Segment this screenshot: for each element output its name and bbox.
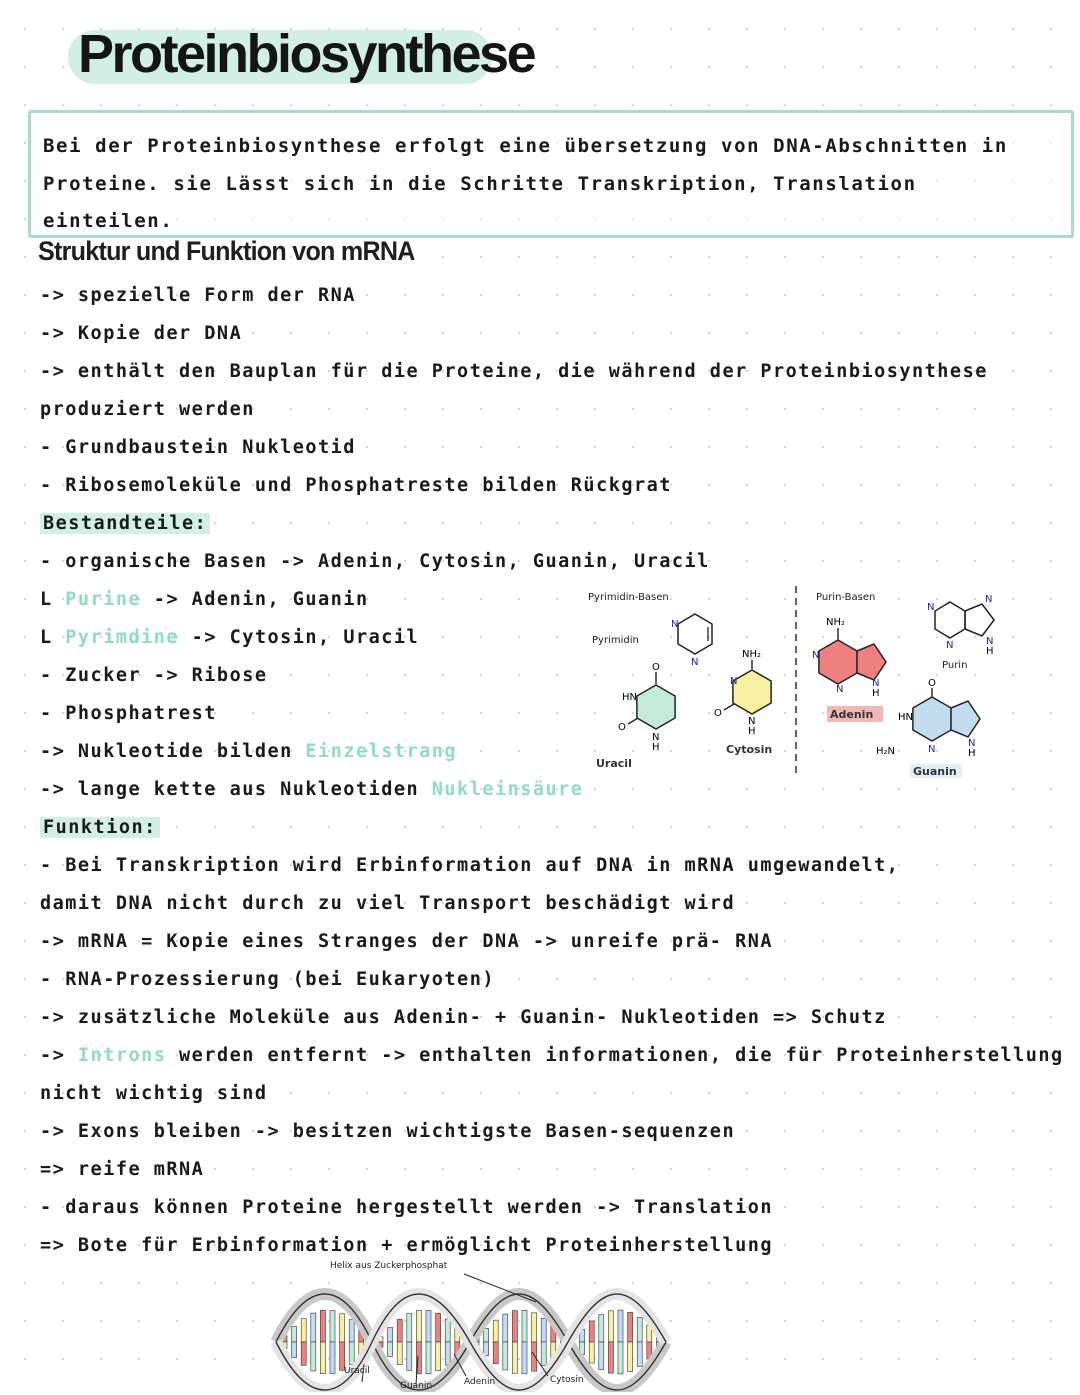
term-introns: Introns [77, 1045, 167, 1066]
helix-base-bar [589, 1342, 594, 1363]
guanin-molecule [876, 678, 980, 778]
atom-label: N [872, 678, 880, 689]
atom-label: O [928, 678, 936, 689]
atom-label: N [836, 684, 844, 695]
pyrimidine-molecule [671, 614, 712, 668]
note-line [40, 588, 369, 612]
helix-base-bar [599, 1315, 604, 1342]
page-title: Proteinbiosynthese [78, 24, 535, 84]
note-line: produziert werden [40, 399, 255, 420]
atom-label: O [652, 662, 660, 673]
helix-base-bar [292, 1327, 297, 1342]
helix-base-bar [503, 1314, 508, 1342]
helix-base-bar [407, 1314, 412, 1342]
subheading-bestandteile [40, 512, 210, 536]
cytosin-label: Cytosin [726, 743, 773, 756]
note-line: -> Kopie der DNA [40, 323, 243, 344]
note-text: werden entfernt -> enthalten informationen, die für Proteinherstellung [166, 1045, 1064, 1066]
helix-base-bar [503, 1342, 508, 1370]
note-line: - daraus können Proteine hergestellt werden -> Translation [40, 1197, 774, 1218]
intro-line: einteilen. [43, 210, 174, 232]
helix-label-cytosin: Cytosin [550, 1375, 584, 1385]
helix-base-bar [618, 1342, 623, 1374]
helix-base-bar [493, 1342, 498, 1364]
pyrimidin-heading: Pyrimidin-Basen [588, 592, 669, 603]
intro-box [28, 110, 1074, 238]
note-line [40, 626, 419, 650]
note-text: -> Cytosin, Uracil [179, 627, 420, 648]
helix-base-bar [349, 1320, 354, 1342]
guanin-label: Guanin [913, 765, 957, 778]
atom-label: N [968, 738, 976, 749]
nucleobase-diagram [580, 582, 1040, 782]
helix-caption: Helix aus Zuckerphosphat [330, 1261, 448, 1271]
term-pyrimidine: Pyrimdine [65, 627, 180, 648]
helix-label-uracil: Uracil [344, 1366, 370, 1376]
helix-illustration [268, 1258, 678, 1392]
section-title: Struktur und Funktion von mRNA [38, 236, 415, 266]
atom-label: O [714, 708, 722, 719]
note-line: -> spezielle Form der RNA [40, 285, 356, 306]
adenin-label: Adenin [830, 708, 874, 721]
helix-label-adenin: Adenin [464, 1377, 496, 1387]
helix-base-bar [532, 1313, 537, 1342]
atom-label: N [652, 732, 660, 743]
term-purine: Purine [65, 589, 142, 610]
note-line: damit DNA nicht durch zu viel Transport beschädigt wird [40, 893, 736, 914]
atom-label: N [985, 594, 993, 605]
helix-base-bar [301, 1319, 306, 1342]
helix-base-bar [637, 1318, 642, 1342]
purin-label: Purin [942, 660, 968, 671]
helix-base-bar [388, 1327, 393, 1342]
atom-label: N [946, 640, 954, 651]
helix-base-bar [522, 1310, 527, 1342]
atom-label: H [652, 742, 660, 753]
note-line: nicht wichtig sind [40, 1083, 268, 1104]
helix-base-bar [426, 1310, 431, 1342]
helix-base-bar [301, 1342, 306, 1365]
helix-base-bar [589, 1321, 594, 1342]
note-line: => Bote für Erbinformation + ermöglicht Proteinherstellung [40, 1235, 774, 1256]
helix-base-bar [436, 1342, 441, 1371]
note-line: - Bei Transkription wird Erbinformation auf DNA in mRNA umgewandelt, [40, 855, 900, 876]
pyrimidin-label: Pyrimidin [592, 635, 639, 646]
adenin-molecule [812, 617, 886, 722]
atom-label: N [671, 619, 679, 630]
helix-base-bar [330, 1342, 335, 1373]
helix-base-bar [541, 1342, 546, 1366]
helix-base-bar [311, 1313, 316, 1342]
helix-base-bar [608, 1311, 613, 1342]
note-line: - Ribosemoleküle und Phosphatreste bilden Rückgrat [40, 475, 672, 496]
atom-label: H [748, 726, 756, 737]
note-line: - RNA-Prozessierung (bei Eukaryoten) [40, 969, 495, 990]
atom-label: N [748, 716, 756, 727]
note-line: - Zucker -> Ribose [40, 665, 268, 686]
atom-label: N [928, 744, 936, 755]
title-block [68, 22, 534, 86]
helix-base-bar [292, 1342, 297, 1357]
helix-base-bar [599, 1342, 604, 1369]
atom-label: N [812, 650, 820, 661]
atom-label: N [986, 636, 994, 647]
note-line: - Phosphatrest [40, 703, 217, 724]
list-marker: L [40, 627, 66, 648]
atom-label: NH₂ [826, 617, 846, 628]
helix-base-bar [397, 1319, 402, 1342]
helix-base-bar [628, 1342, 633, 1372]
helix-base-bar [320, 1342, 325, 1374]
helix-base-bar [618, 1310, 623, 1342]
uracil-molecule [596, 662, 675, 770]
note-line: -> Exons bleiben -> besitzen wichtigste Basen-sequenzen [40, 1121, 736, 1142]
atom-label: H [872, 688, 880, 699]
funktion-label: Funktion: [40, 817, 160, 838]
helix-base-bar [388, 1342, 393, 1357]
helix-base-bar [340, 1314, 345, 1342]
helix-base-bar [484, 1328, 489, 1342]
helix-base-bar [407, 1342, 412, 1370]
intro-line: Proteine. sie Lässt sich in die Schritte Transkription, Translation [43, 173, 917, 195]
helix-base-bar [608, 1342, 613, 1373]
note-line: - organische Basen -> Adenin, Cytosin, Guanin, Uracil [40, 551, 710, 572]
atom-label: N [927, 602, 935, 613]
helix-label-guanin: Guanin [400, 1381, 433, 1391]
term-einzelstrang: Einzelstrang [305, 741, 458, 762]
note-text: -> lange kette aus Nukleotiden [40, 779, 432, 800]
helix-base-bar [637, 1342, 642, 1366]
atom-label: HN [898, 712, 913, 723]
uracil-label: Uracil [596, 757, 632, 770]
note-text: -> [40, 1045, 78, 1066]
purine-molecule [927, 594, 994, 657]
helix-base-bar [349, 1342, 354, 1364]
helix-base-bar [522, 1342, 527, 1374]
helix-base-bar [445, 1319, 450, 1342]
intro-line: Bei der Proteinbiosynthese erfolgt eine übersetzung von DNA-Abschnitten in [43, 135, 1008, 157]
note-line [40, 778, 583, 802]
helix-base-bar [320, 1310, 325, 1342]
helix-base-bar [484, 1342, 489, 1356]
atom-label: NH₂ [742, 649, 762, 660]
list-marker: L [40, 589, 66, 610]
subheading-funktion [40, 816, 160, 840]
bestandteile-label: Bestandteile: [40, 513, 210, 534]
helix-base-bar [436, 1313, 441, 1342]
helix-base-bar [512, 1311, 517, 1342]
cytosin-molecule [714, 649, 772, 756]
helix-base-bar [426, 1342, 431, 1374]
note-line: - Grundbaustein Nukleotid [40, 437, 356, 458]
note-line [40, 1044, 1064, 1068]
atom-label: N [730, 676, 738, 687]
note-line [40, 740, 457, 764]
helix-base-bar [311, 1342, 316, 1371]
note-line: -> mRNA = Kopie eines Stranges der DNA -> unreife prä- RNA [40, 931, 774, 952]
atom-label: H [968, 748, 976, 759]
helix-base-bar [397, 1342, 402, 1365]
atom-label: HN [622, 692, 637, 703]
atom-label: O [618, 722, 626, 733]
atom-label: H₂N [876, 746, 896, 757]
helix-base-bar [416, 1310, 421, 1342]
helix-base-bar [512, 1342, 517, 1373]
atom-label: N [691, 657, 699, 668]
helix-base-bar [445, 1342, 450, 1365]
helix-base-bar [541, 1318, 546, 1342]
note-line: => reife mRNA [40, 1159, 205, 1180]
helix-base-bar [532, 1342, 537, 1371]
purin-heading: Purin-Basen [816, 592, 876, 603]
note-text: -> Nukleotide bilden [40, 741, 306, 762]
note-line: -> zusätzliche Moleküle aus Adenin- + Guanin- Nukleotiden => Schutz [40, 1007, 887, 1028]
helix-base-bar [628, 1312, 633, 1342]
helix-base-bar [330, 1311, 335, 1342]
note-line: -> enthält den Bauplan für die Proteine, die während der Proteinbiosynthese [40, 361, 988, 382]
helix-base-bar [493, 1320, 498, 1342]
atom-label: H [986, 646, 994, 657]
note-text: -> Adenin, Guanin [141, 589, 369, 610]
term-nukleinsaeure: Nukleinsäure [431, 779, 584, 800]
